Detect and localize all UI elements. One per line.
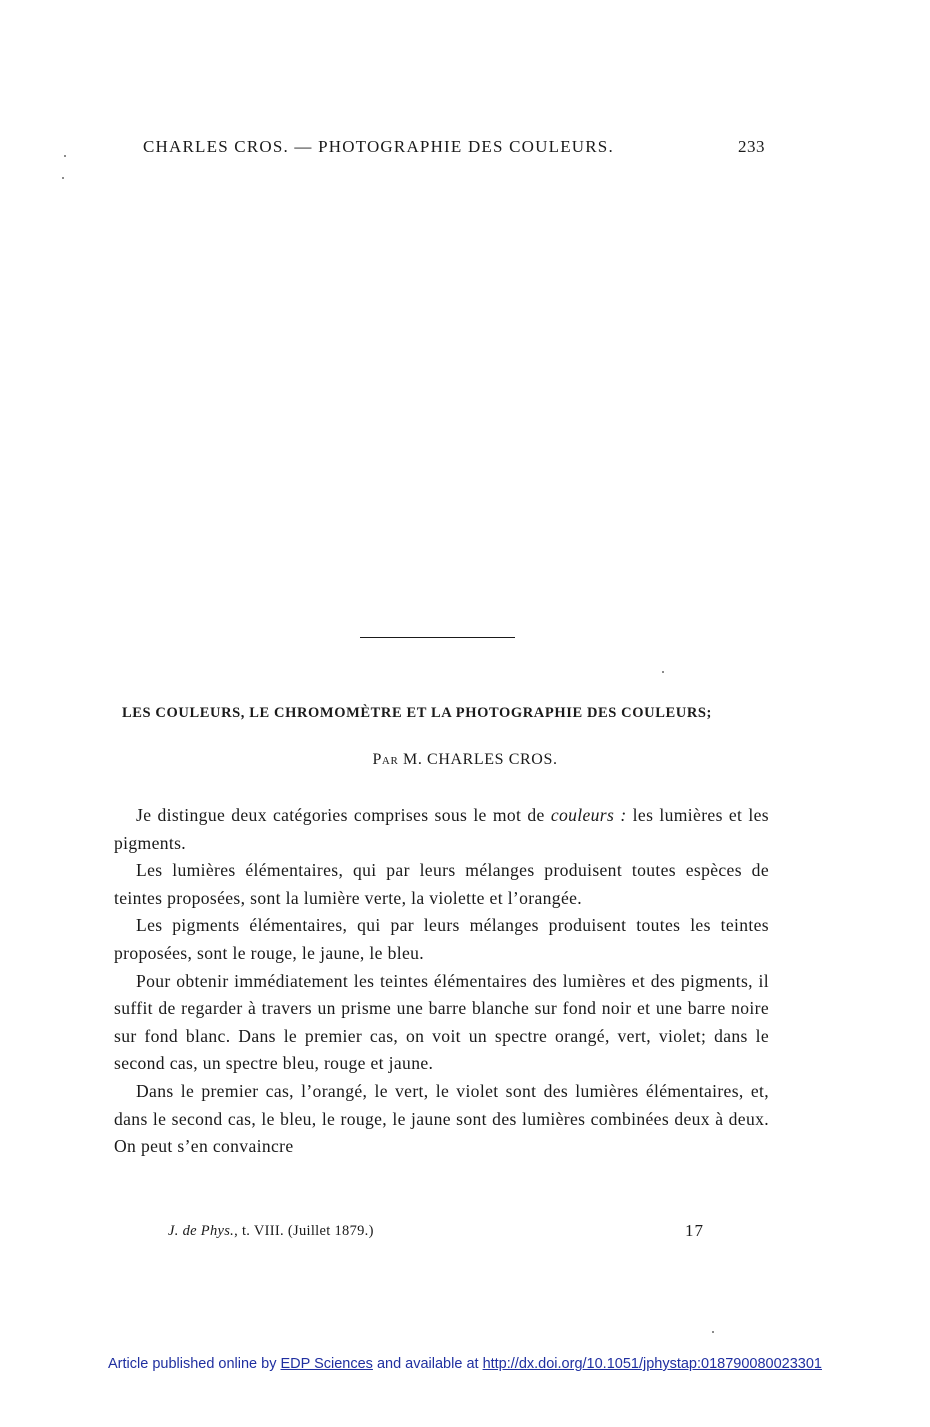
journal-name: J. de Phys. [168,1223,235,1239]
author-name: M. CHARLES CROS. [403,751,558,768]
publisher-link[interactable]: EDP Sciences [280,1356,373,1372]
section-divider [360,637,515,638]
paragraph [114,802,769,857]
page-number: 233 [738,137,765,156]
article-body [114,802,769,1161]
doi-link[interactable]: http://dx.doi.org/10.1051/jphystap:018790080023301 [482,1356,822,1372]
printer-signature: 17 [685,1221,704,1240]
byline [0,751,930,769]
publisher-middle: and available at [376,1356,479,1372]
paragraph: Pour obtenir immédiatement les teintes élémentaires des lumières et des pigments, il suffit de regarder à travers un prisme une barre blanche sur fond noir et une barre noire sur fond blanc. Dans le premier cas, on voit un spectre orangé, vert, violet; dans le second cas, un spectre bleu, rouge et jaune. [114,970,769,1074]
publisher-prefix: Article published online by [108,1356,277,1372]
scan-speck [64,155,66,157]
journal-reference [168,1223,374,1240]
publisher-bar [0,1356,930,1372]
scan-speck [62,177,64,179]
emphasized-term: couleurs : [550,805,627,825]
journal-volume: , t. VIII. (Juillet 1879.) [234,1223,374,1239]
paragraph-text: les lumières et les pigments. [114,805,769,853]
running-head [143,137,765,157]
article-title: LES COULEURS, LE CHROMOMÈTRE ET LA PHOTOGRAPHIE DES COULEURS; [122,705,712,721]
paragraph: Les pigments élémentaires, qui par leurs mélanges produisent toutes les teintes proposées, sont le rouge, le jaune, le bleu. [114,915,769,963]
paragraph: Dans le premier cas, l’orangé, le vert, le violet sont des lumières élémentaires, et, dans le second cas, le bleu, le rouge, le jaune sont des lumières combinées deux à deux. On peut s’en convaincre [114,1080,769,1157]
scan-speck [662,671,664,673]
paragraph-text: Je distingue deux catégories comprises sous le mot de [136,805,551,825]
byline-prefix: Par [372,751,399,768]
scan-speck [712,1331,714,1333]
paragraph: Les lumières élémentaires, qui par leurs mélanges produisent toutes espèces de teintes proposées, sont la lumière verte, la violette et l’orangée. [114,860,769,908]
running-head-title: CHARLES CROS. — PHOTOGRAPHIE DES COULEURS. [143,137,614,156]
